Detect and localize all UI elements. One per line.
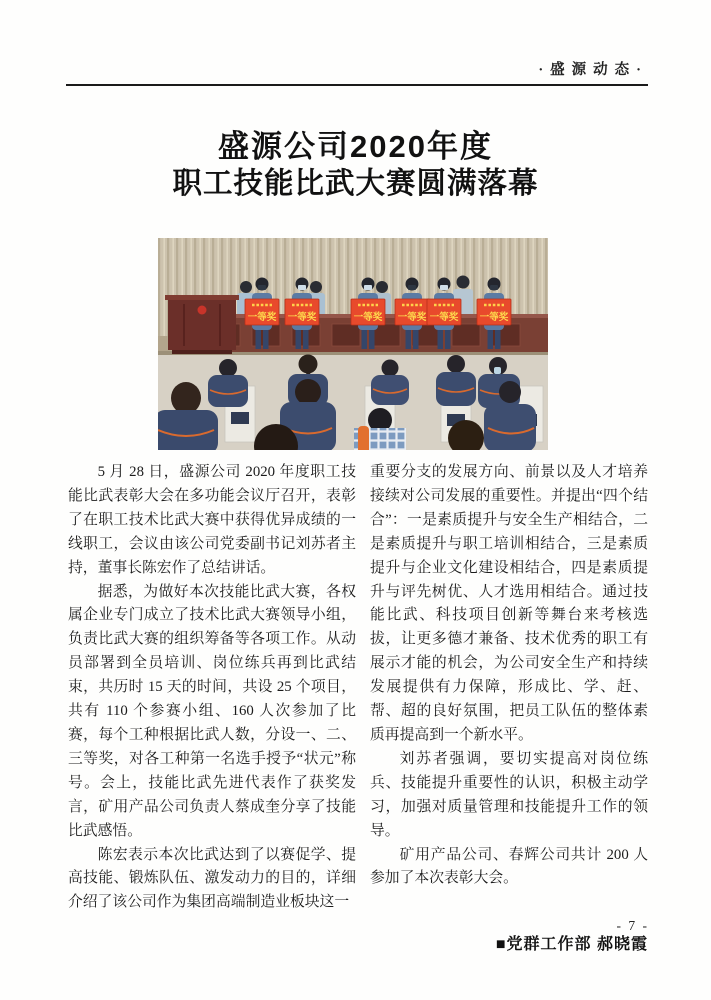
paragraph: 据悉，为做好本次技能比武大赛，各权属企业专门成立了技术比武大赛领导小组，负责比武大赛的组织筹备等各项工作。从动员部署到全员培训、岗位练兵再到比武结束，共历时 15 天的时间，共设 25 个项目，共有 110 个参赛小组、160 人次参加了比赛，每个工种根据比武人数，分设一、二、三等奖，对各工种第一名选手授予“状元”称号。会上，技能比武先进代表作了获奖发言，矿用产品公司负责人蔡成奎分享了技能比武感悟。 (68, 583, 356, 839)
award-banner (245, 299, 279, 325)
byline-marker: ■ (495, 936, 507, 954)
podium (165, 295, 239, 354)
article-title (0, 128, 711, 202)
award-banner (477, 299, 511, 325)
svg-text:一等奖: 一等奖 (353, 312, 383, 323)
svg-text:一等奖: 一等奖 (429, 312, 459, 323)
page-number: - 7 - (616, 918, 649, 933)
paragraph: 刘苏者强调，要切实提高对岗位练兵、技能提升重要性的认识，积极主动学习，加强对质量管理和技能提升工作的领导。 (370, 750, 648, 839)
article-column-left (68, 461, 356, 915)
paragraph: 5 月 28 日，盛源公司 2020 年度职工技能比武表彰大会在多功能会议厅召开，表彰了在职工技术比武大赛中获得优异成绩的一线职工，会议由该公司党委副书记刘苏者主持，董事长陈宏作了总结讲话。 (68, 464, 356, 576)
section-label: ·盛源动态· (538, 62, 648, 78)
svg-text:一等奖: 一等奖 (287, 312, 317, 323)
article-title-line2: 职工技能比武大赛圆满落幕 (172, 167, 539, 200)
award-banner (351, 299, 385, 325)
article-title-line1: 盛源公司2020年度 (218, 129, 493, 164)
award-banner (285, 299, 319, 325)
photo-scene (158, 238, 548, 450)
header-rule (66, 84, 648, 86)
award-banner (395, 299, 429, 325)
award-ceremony-photo (158, 238, 548, 450)
byline (370, 933, 648, 957)
award-banner (427, 299, 461, 325)
masthead (66, 58, 648, 86)
paragraph: 矿用产品公司、春辉公司共计 200 人参加了本次表彰大会。 (370, 846, 648, 887)
byline-text: 党群工作部 郝晓霞 (506, 936, 648, 954)
svg-text:一等奖: 一等奖 (479, 312, 509, 323)
article-column-right (370, 461, 648, 957)
paragraph: 重要分支的发展方向、前景以及人才培养接续对公司发展的重要性。并提出“四个结合”：一是素质提升与安全生产相结合，二是素质提升与职工培训相结合，三是素质提升与企业文化建设相结合，四是素质提升与评先树优、人才选用相结合。通过技能比武、科技项目创新等舞台来考核选拔，让更多德才兼备、技术优秀的职工有展示才能的机会，为公司安全生产和持续发展提供有力保障，形成比、学、赶、帮、超的良好氛围，把员工队伍的整体素质再提高到一个新水平。 (370, 464, 648, 743)
svg-text:一等奖: 一等奖 (247, 312, 277, 323)
paragraph: 陈宏表示本次比武达到了以赛促学、提高技能、锻炼队伍、激发动力的目的，详细介绍了该公司作为集团高端制造业板块这一 (68, 846, 356, 911)
svg-text:一等奖: 一等奖 (397, 312, 427, 323)
